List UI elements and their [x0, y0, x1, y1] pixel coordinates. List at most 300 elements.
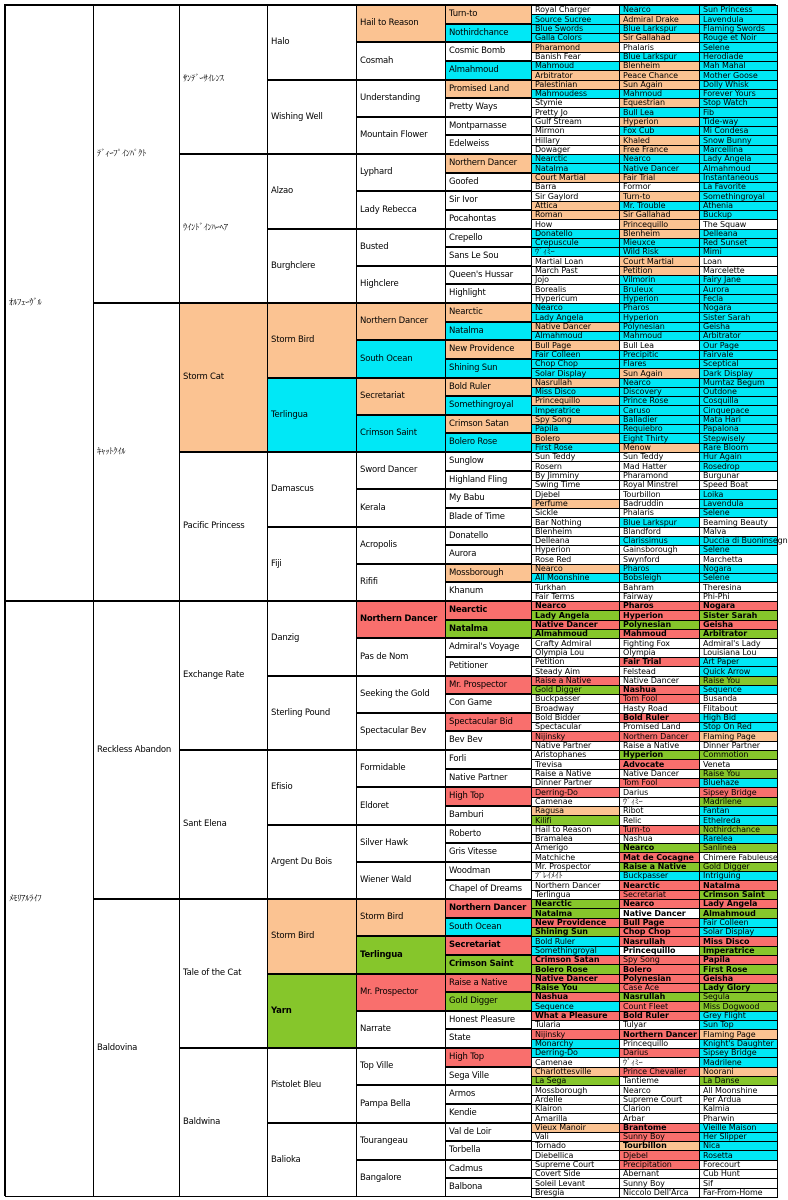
gen9-ancestor: Fib — [699, 107, 778, 118]
gen8-ancestor: Mad Hatter — [619, 461, 700, 472]
gen9-ancestor: Sanlinea — [699, 843, 778, 853]
gen6-ancestor: Spectacular Bid — [445, 713, 532, 731]
gen6-ancestor: Gold Digger — [445, 992, 532, 1011]
gen9-ancestor: Fecla — [699, 294, 778, 304]
gen6-ancestor: Shining Sun — [445, 359, 532, 378]
gen7-ancestor: Bolero Rose — [531, 964, 620, 975]
gen7-ancestor: Gulf Stream — [531, 117, 620, 127]
gen7-ancestor: La Sega — [531, 1076, 620, 1086]
gen7-ancestor: Nijinsky — [531, 731, 620, 742]
gen9-ancestor: Vieille Maison — [699, 1123, 778, 1133]
gen5-ancestor: Highclere — [356, 266, 446, 303]
gen6-ancestor: State — [445, 1029, 532, 1048]
gen8-ancestor: Felstead — [619, 666, 700, 677]
gen9-ancestor: Flaming Page — [699, 731, 778, 742]
gen9-ancestor: Fairvale — [699, 350, 778, 360]
gen9-ancestor: Loika — [699, 489, 778, 500]
gen9-ancestor: Red Sunset — [699, 238, 778, 248]
gen7-ancestor: Derring-Do — [531, 787, 620, 798]
gen8-ancestor: Tom Fool — [619, 694, 700, 704]
gen9-ancestor: Dolly Whisk — [699, 80, 778, 90]
gen7-ancestor: Northern Dancer — [531, 880, 620, 891]
gen4-ancestor: Danzig — [267, 601, 357, 676]
gen7-ancestor: Raise a Native — [531, 676, 620, 686]
gen8-ancestor: Sir Gallahad — [619, 210, 700, 220]
pedigree-table — [4, 4, 788, 1197]
gen7-ancestor: Raise You — [531, 983, 620, 993]
gen7-ancestor: Diebellica — [531, 1150, 620, 1161]
gen7-ancestor: Mirmon — [531, 126, 620, 136]
gen8-ancestor: Northern Dancer — [619, 731, 700, 742]
gen8-ancestor: Gainsborough — [619, 545, 700, 555]
gen8-ancestor: Sun Again — [619, 368, 700, 379]
gen9-ancestor: Natalma — [699, 880, 778, 891]
gen7-ancestor: Aristophanes — [531, 750, 620, 760]
gen8-ancestor: Brantome — [619, 1123, 700, 1133]
gen4-ancestor: Argent Du Bois — [267, 825, 357, 899]
gen9-ancestor: Flaming Swords — [699, 24, 778, 34]
gen8-ancestor: Polynesian — [619, 322, 700, 332]
gen7-ancestor: Borealis — [531, 284, 620, 295]
gen7-ancestor: Galla Colors — [531, 33, 620, 43]
gen6-ancestor: New Providence — [445, 340, 532, 359]
gen8-ancestor: Mahmoud — [619, 89, 700, 99]
gen9-ancestor: Nogara — [699, 601, 778, 611]
gen9-ancestor: Arbitrator — [699, 331, 778, 341]
gen9-ancestor: Stop Watch — [699, 98, 778, 108]
gen8-ancestor: Polynesian — [619, 974, 700, 984]
gen7-ancestor: Hail to Reason — [531, 825, 620, 835]
gen9-ancestor: Commotion — [699, 750, 778, 760]
gen4-ancestor: Wishing Well — [267, 80, 357, 154]
gen4-ancestor: Storm Bird — [267, 303, 357, 378]
gen5-ancestor: Pas de Nom — [356, 638, 446, 676]
gen7-ancestor: Stymie — [531, 98, 620, 108]
gen5-ancestor: Understanding — [356, 80, 446, 117]
gen8-ancestor: Badruddin — [619, 499, 700, 509]
gen8-ancestor: Peace Chance — [619, 70, 700, 81]
gen2-ancestor: ﾃﾞｨｰﾌﾟｲﾝﾊﾟｸﾄ — [93, 5, 180, 303]
gen4-ancestor: Terlingua — [267, 378, 357, 452]
gen5-ancestor: Narrate — [356, 1011, 446, 1048]
gen9-ancestor: Fair Colleen — [699, 918, 778, 928]
gen9-ancestor: Athenia — [699, 201, 778, 211]
gen8-ancestor: Tulyar — [619, 1020, 700, 1030]
gen7-ancestor: Fair Terms — [531, 592, 620, 602]
gen7-ancestor: Charlottesville — [531, 1067, 620, 1077]
gen5-ancestor: Cosmah — [356, 42, 446, 80]
gen9-ancestor: Sister Sarah — [699, 312, 778, 323]
gen8-ancestor: Polynesian — [619, 620, 700, 630]
gen5-ancestor: Storm Bird — [356, 899, 446, 936]
gen7-ancestor: Lady Angela — [531, 312, 620, 323]
gen7-ancestor: Bull Page — [531, 340, 620, 351]
gen7-ancestor: By Jimminy — [531, 471, 620, 481]
gen9-ancestor: Stop On Red — [699, 722, 778, 732]
gen7-ancestor: Vali — [531, 1132, 620, 1142]
gen7-ancestor: Nearctic — [531, 899, 620, 909]
gen8-ancestor: Precipitation — [619, 1160, 700, 1170]
gen9-ancestor: Fantan — [699, 806, 778, 816]
gen7-ancestor: Crepuscule — [531, 238, 620, 248]
gen6-ancestor: Northern Dancer — [445, 154, 532, 173]
gen9-ancestor: Nica — [699, 1141, 778, 1151]
gen8-ancestor: Hyperion — [619, 750, 700, 760]
gen5-ancestor: Seeking the Gold — [356, 676, 446, 713]
gen8-ancestor: Native Dancer — [619, 908, 700, 919]
gen8-ancestor: Flares — [619, 359, 700, 369]
gen6-ancestor: South Ocean — [445, 918, 532, 936]
gen6-ancestor: High Top — [445, 787, 532, 806]
gen7-ancestor: Klairon — [531, 1104, 620, 1114]
gen8-ancestor: Pharamond — [619, 471, 700, 481]
gen8-ancestor: Hyperion — [619, 610, 700, 621]
gen8-ancestor: Nasrullah — [619, 936, 700, 947]
gen9-ancestor: Mother Goose — [699, 70, 778, 81]
gen9-ancestor: High Bid — [699, 713, 778, 723]
gen9-ancestor: Sipsey Bridge — [699, 1048, 778, 1058]
gen7-ancestor: Terlingua — [531, 890, 620, 900]
gen6-ancestor: Armos — [445, 1085, 532, 1104]
gen9-ancestor: Mi Condesa — [699, 126, 778, 136]
gen8-ancestor: Nearctic — [619, 880, 700, 891]
gen9-ancestor: Louisiana Lou — [699, 648, 778, 658]
gen8-ancestor: Discovery — [619, 387, 700, 397]
gen8-ancestor: Turn-to — [619, 825, 700, 835]
gen7-ancestor: Somethingroyal — [531, 946, 620, 956]
gen8-ancestor: Nearco — [619, 5, 700, 15]
gen8-ancestor: Native Dancer — [619, 163, 700, 174]
gen9-ancestor: Cub Hunt — [699, 1169, 778, 1179]
gen2-ancestor: Reckless Abandon — [93, 601, 180, 899]
gen7-ancestor: Nearco — [531, 601, 620, 611]
gen9-ancestor: Theresina — [699, 582, 778, 593]
gen7-ancestor: Hillary — [531, 135, 620, 146]
gen6-ancestor: Bev Bev — [445, 731, 532, 750]
gen8-ancestor: Bold Ruler — [619, 713, 700, 723]
gen7-ancestor: Amarilla — [531, 1113, 620, 1124]
gen7-ancestor: Matchiche — [531, 852, 620, 863]
gen6-ancestor: Khanum — [445, 582, 532, 601]
gen7-ancestor: Miss Disco — [531, 387, 620, 397]
gen9-ancestor: Snow Bunny — [699, 135, 778, 146]
gen9-ancestor: Almahmoud — [699, 163, 778, 174]
gen7-ancestor: Nearco — [531, 303, 620, 313]
gen5-ancestor: Spectacular Bev — [356, 713, 446, 750]
gen9-ancestor: Burgunar — [699, 471, 778, 481]
gen5-ancestor: Hail to Reason — [356, 5, 446, 42]
gen9-ancestor: Malva — [699, 527, 778, 537]
gen9-ancestor: Sceptical — [699, 359, 778, 369]
gen4-ancestor: Pistolet Bleu — [267, 1048, 357, 1123]
gen5-ancestor: Eldoret — [356, 787, 446, 825]
gen9-ancestor: Per Ardua — [699, 1095, 778, 1105]
gen6-ancestor: Forli — [445, 750, 532, 769]
gen8-ancestor: Bull Page — [619, 918, 700, 928]
gen7-ancestor: Sun Teddy — [531, 452, 620, 462]
gen8-ancestor: Prince Rose — [619, 396, 700, 406]
gen7-ancestor: Ardelle — [531, 1095, 620, 1105]
gen7-ancestor: Shining Sun — [531, 927, 620, 937]
gen6-ancestor: Chapel of Dreams — [445, 880, 532, 899]
gen6-ancestor: Val de Loir — [445, 1123, 532, 1141]
gen9-ancestor: Quick Arrow — [699, 666, 778, 677]
gen7-ancestor: How — [531, 219, 620, 230]
gen9-ancestor: Forever Yours — [699, 89, 778, 99]
gen8-ancestor: Djebel — [619, 1150, 700, 1161]
gen7-ancestor: Donatello — [531, 229, 620, 239]
gen5-ancestor: Wiener Wald — [356, 862, 446, 899]
gen9-ancestor: Mumtaz Begum — [699, 378, 778, 388]
gen6-ancestor: Petitioner — [445, 657, 532, 676]
gen7-ancestor: Native Dancer — [531, 974, 620, 984]
gen7-ancestor: Bresgia — [531, 1188, 620, 1198]
gen6-ancestor: Turn-to — [445, 5, 532, 24]
gen6-ancestor: Natalma — [445, 620, 532, 638]
gen9-ancestor: Far-From-Home — [699, 1188, 778, 1198]
gen9-ancestor: Sun Top — [699, 1020, 778, 1030]
gen9-ancestor: Arbitrator — [699, 629, 778, 639]
gen9-ancestor: Dinner Partner — [699, 741, 778, 751]
gen5-ancestor: Bangalore — [356, 1160, 446, 1197]
gen9-ancestor: Nogara — [699, 564, 778, 574]
gen7-ancestor: New Providence — [531, 918, 620, 928]
gen8-ancestor: Raise a Native — [619, 862, 700, 872]
gen8-ancestor: Clarion — [619, 1104, 700, 1114]
gen9-ancestor: Lady Angela — [699, 899, 778, 909]
gen9-ancestor: Forecourt — [699, 1160, 778, 1170]
gen9-ancestor: Intriguing — [699, 871, 778, 881]
gen9-ancestor: Tide-way — [699, 117, 778, 127]
gen9-ancestor: Lavendula — [699, 499, 778, 509]
gen7-ancestor: Papila — [531, 424, 620, 434]
gen7-ancestor: Soleil Levant — [531, 1178, 620, 1189]
gen7-ancestor: Ragusa — [531, 806, 620, 816]
gen9-ancestor: Buckup — [699, 210, 778, 220]
gen7-ancestor: Gold Digger — [531, 685, 620, 695]
gen7-ancestor: Trevisa — [531, 759, 620, 770]
gen6-ancestor: Crimson Saint — [445, 955, 532, 974]
gen8-ancestor: Fair Trial — [619, 173, 700, 183]
gen7-ancestor: Nearco — [531, 564, 620, 574]
gen7-ancestor: Bar Nothing — [531, 517, 620, 528]
gen8-ancestor: Requiebro — [619, 424, 700, 434]
gen9-ancestor: Solar Display — [699, 927, 778, 937]
gen9-ancestor: Marcelette — [699, 266, 778, 276]
gen7-ancestor: Fair Colleen — [531, 350, 620, 360]
gen9-ancestor: Sister Sarah — [699, 610, 778, 621]
gen9-ancestor: Cinquepace — [699, 405, 778, 416]
gen8-ancestor: Swynford — [619, 554, 700, 565]
gen5-ancestor: Lyphard — [356, 154, 446, 191]
gen9-ancestor: Hur Again — [699, 452, 778, 462]
gen8-ancestor: Blenheim — [619, 229, 700, 239]
gen7-ancestor: Bolero — [531, 433, 620, 444]
gen7-ancestor: Bold Bidder — [531, 713, 620, 723]
gen5-ancestor: South Ocean — [356, 340, 446, 378]
gen5-ancestor: Mr. Prospector — [356, 974, 446, 1011]
gen9-ancestor: Nogara — [699, 303, 778, 313]
gen4-ancestor: Burghclere — [267, 229, 357, 303]
gen8-ancestor: Mahmoud — [619, 331, 700, 341]
gen3-ancestor: Pacific Princess — [179, 452, 268, 601]
gen7-ancestor: Mr. Prospector — [531, 862, 620, 872]
gen9-ancestor: Mata Hari — [699, 415, 778, 425]
gen8-ancestor: Bobsleigh — [619, 573, 700, 583]
gen6-ancestor: My Babu — [445, 489, 532, 508]
gen5-ancestor: Lady Rebecca — [356, 191, 446, 229]
gen7-ancestor: Sir Gaylord — [531, 191, 620, 202]
gen9-ancestor: Cosquilla — [699, 396, 778, 406]
gen7-ancestor: Hyperion — [531, 545, 620, 555]
gen9-ancestor: Imperatrice — [699, 946, 778, 956]
gen7-ancestor: Nashua — [531, 992, 620, 1002]
gen5-ancestor: Mountain Flower — [356, 117, 446, 154]
gen5-ancestor: Pampa Bella — [356, 1085, 446, 1123]
gen6-ancestor: Kendie — [445, 1104, 532, 1123]
gen6-ancestor: Nearctic — [445, 303, 532, 322]
gen7-ancestor: Turkhan — [531, 582, 620, 593]
gen8-ancestor: Precipitic — [619, 350, 700, 360]
gen8-ancestor: Count Fleet — [619, 1001, 700, 1012]
gen8-ancestor: Menow — [619, 443, 700, 453]
gen8-ancestor: Formor — [619, 182, 700, 192]
gen9-ancestor: Noorani — [699, 1067, 778, 1077]
gen7-ancestor: Blue Swords — [531, 24, 620, 34]
gen6-ancestor: Con Game — [445, 694, 532, 713]
gen8-ancestor: Tourbillon — [619, 489, 700, 500]
gen7-ancestor: Native Partner — [531, 741, 620, 751]
gen6-ancestor: Bolero Rose — [445, 433, 532, 452]
gen7-ancestor: Djebel — [531, 489, 620, 500]
gen5-ancestor: Secretariat — [356, 378, 446, 415]
gen7-ancestor: Rose Red — [531, 554, 620, 565]
gen7-ancestor: Camenae — [531, 1057, 620, 1068]
gen7-ancestor: Sequence — [531, 1001, 620, 1012]
gen5-ancestor: Silver Hawk — [356, 825, 446, 862]
gen7-ancestor: Roman — [531, 210, 620, 220]
gen9-ancestor: All Moonshine — [699, 1085, 778, 1096]
gen7-ancestor: Banish Fear — [531, 52, 620, 62]
gen8-ancestor: Secretariat — [619, 890, 700, 900]
gen6-ancestor: Sans Le Sou — [445, 247, 532, 266]
gen7-ancestor: Swing Time — [531, 480, 620, 490]
gen7-ancestor: Olympia Lou — [531, 648, 620, 658]
gen8-ancestor: Raise a Native — [619, 741, 700, 751]
gen7-ancestor: All Moonshine — [531, 573, 620, 583]
gen7-ancestor: Amerigo — [531, 843, 620, 853]
gen7-ancestor: Steady Aim — [531, 666, 620, 677]
gen6-ancestor: Edelweiss — [445, 135, 532, 154]
gen8-ancestor: Sun Again — [619, 80, 700, 90]
gen8-ancestor: Bahram — [619, 582, 700, 593]
gen7-ancestor: Monarchy — [531, 1039, 620, 1049]
gen9-ancestor: Flitabout — [699, 703, 778, 714]
gen7-ancestor: Lady Angela — [531, 610, 620, 621]
gen5-ancestor: Acropolis — [356, 527, 446, 564]
gen7-ancestor: Spy Song — [531, 415, 620, 425]
gen7-ancestor: Tularia — [531, 1020, 620, 1030]
gen6-ancestor: Mossborough — [445, 564, 532, 582]
gen8-ancestor: ｳﾞｨﾐｰ — [619, 797, 700, 807]
gen8-ancestor: Hyperion — [619, 294, 700, 304]
gen7-ancestor: Raise a Native — [531, 769, 620, 779]
gen8-ancestor: Nasrullah — [619, 992, 700, 1002]
gen8-ancestor: Nearco — [619, 899, 700, 909]
gen8-ancestor: Admiral Drake — [619, 14, 700, 25]
gen6-ancestor: Gris Vitesse — [445, 843, 532, 862]
gen8-ancestor: Nearco — [619, 1085, 700, 1096]
gen8-ancestor: Turn-to — [619, 191, 700, 202]
gen7-ancestor: ﾌﾟﾚｲﾒｲﾄ — [531, 871, 620, 881]
sire-dam: ﾒﾓﾘｱﾙﾗｲﾌ — [5, 601, 94, 1197]
gen9-ancestor: Beaming Beauty — [699, 517, 778, 528]
gen9-ancestor: Lady Glory — [699, 983, 778, 993]
gen8-ancestor: Native Dancer — [619, 769, 700, 779]
gen8-ancestor: Vilmorin — [619, 275, 700, 285]
gen2-ancestor: Baldovina — [93, 899, 180, 1197]
gen9-ancestor: Lady Angela — [699, 154, 778, 164]
gen7-ancestor: Dowager — [531, 145, 620, 155]
gen9-ancestor: Sipsey Bridge — [699, 787, 778, 798]
gen7-ancestor: Solar Display — [531, 368, 620, 379]
gen9-ancestor: The Squaw — [699, 219, 778, 230]
gen9-ancestor: Outdone — [699, 387, 778, 397]
gen9-ancestor: Lavendula — [699, 14, 778, 25]
gen8-ancestor: Olympia — [619, 648, 700, 658]
gen9-ancestor: Pharwin — [699, 1113, 778, 1124]
gen9-ancestor: Nothirdchance — [699, 825, 778, 835]
gen8-ancestor: Equestrian — [619, 98, 700, 108]
gen9-ancestor: La Favorite — [699, 182, 778, 192]
gen6-ancestor: Woodman — [445, 862, 532, 880]
gen8-ancestor: Eight Thirty — [619, 433, 700, 444]
gen9-ancestor: Raise You — [699, 769, 778, 779]
gen9-ancestor: Stepwisely — [699, 433, 778, 444]
gen9-ancestor: Marchetta — [699, 554, 778, 565]
gen8-ancestor: Tourbillon — [619, 1141, 700, 1151]
gen7-ancestor: Mahmoudess — [531, 89, 620, 99]
gen9-ancestor: Rare Bloom — [699, 443, 778, 453]
gen9-ancestor: Papalona — [699, 424, 778, 434]
gen9-ancestor: Phi-Phi — [699, 592, 778, 602]
gen9-ancestor: Instantaneous — [699, 173, 778, 183]
gen6-ancestor: Northern Dancer — [445, 899, 532, 918]
gen9-ancestor: Raise You — [699, 676, 778, 686]
gen7-ancestor: Rosern — [531, 461, 620, 472]
gen8-ancestor: Abernant — [619, 1169, 700, 1179]
gen8-ancestor: Northern Dancer — [619, 1029, 700, 1040]
gen8-ancestor: Princequillo — [619, 219, 700, 230]
gen8-ancestor: Hyperion — [619, 312, 700, 323]
gen4-ancestor: Halo — [267, 5, 357, 80]
gen7-ancestor: First Rose — [531, 443, 620, 453]
gen8-ancestor: Sir Gallahad — [619, 33, 700, 43]
gen9-ancestor: Duccia di Buoninsegn — [699, 536, 778, 546]
gen7-ancestor: Mahmoud — [531, 61, 620, 71]
gen9-ancestor: Selene — [699, 573, 778, 583]
gen9-ancestor: Art Paper — [699, 657, 778, 667]
sire-dam: ｵﾙﾌｪｰｳﾞﾙ — [5, 5, 94, 601]
gen7-ancestor: Perfume — [531, 499, 620, 509]
gen8-ancestor: Sunny Boy — [619, 1178, 700, 1189]
gen7-ancestor: Nearctic — [531, 154, 620, 164]
gen8-ancestor: Fairway — [619, 592, 700, 602]
gen7-ancestor: Crafty Admiral — [531, 638, 620, 649]
gen6-ancestor: Blade of Time — [445, 508, 532, 527]
gen7-ancestor: Source Sucree — [531, 14, 620, 25]
gen7-ancestor: Almahmoud — [531, 629, 620, 639]
